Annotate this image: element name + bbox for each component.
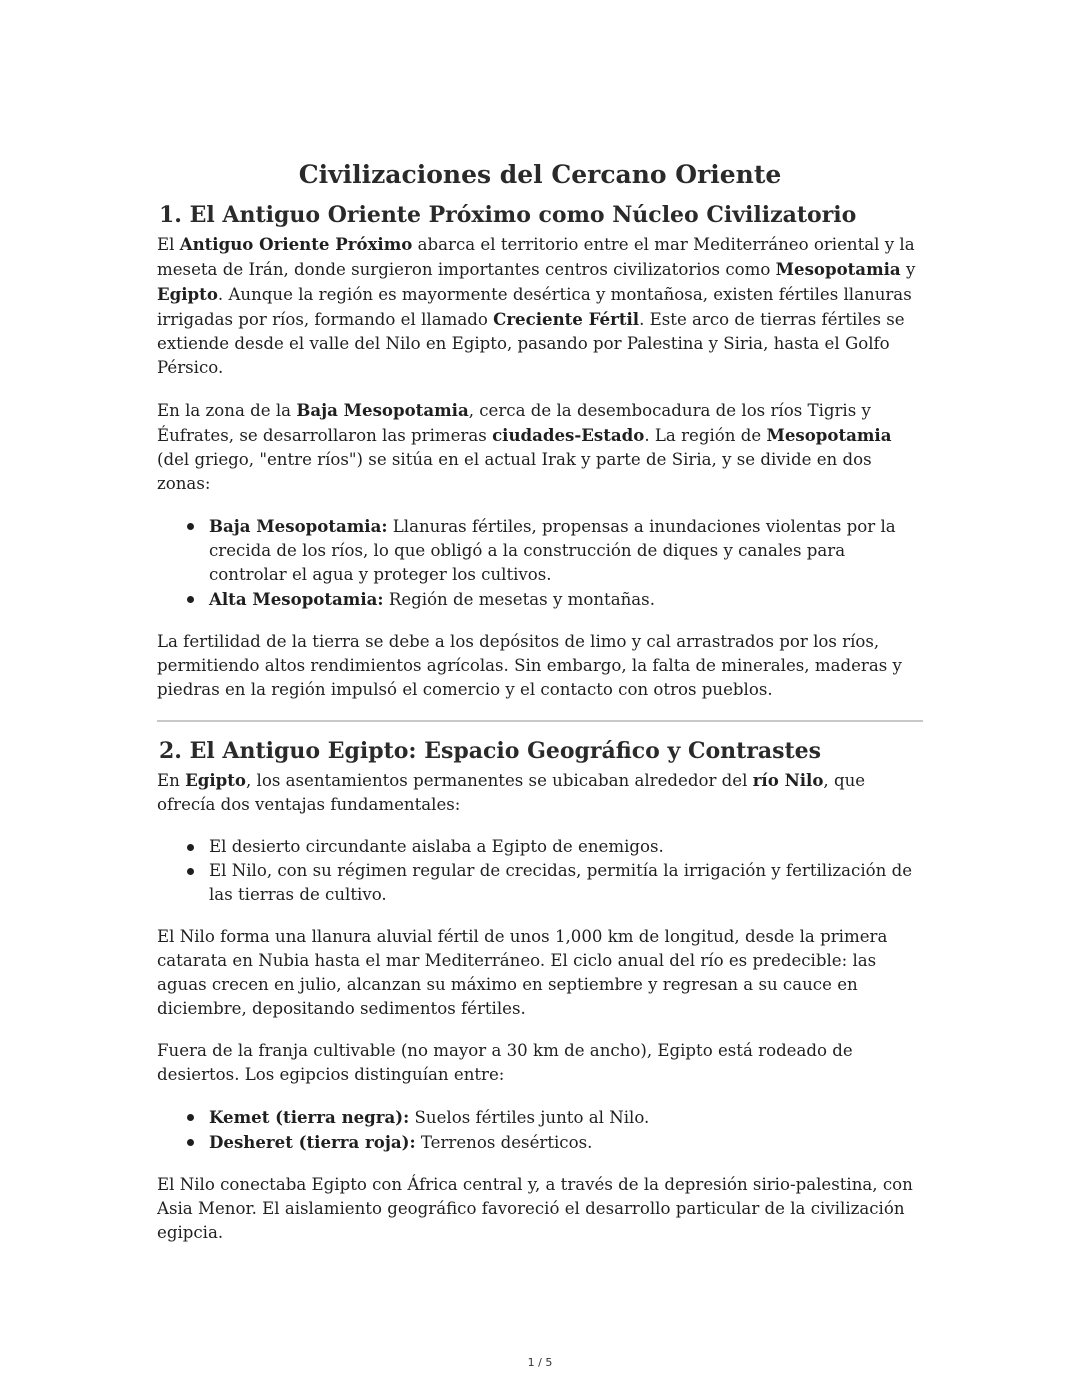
list-item: Baja Mesopotamia: Llanuras fértiles, propensas a inundaciones violentas por la crecida de los ríos, lo que obligó a la construcción de diques y canales para controlar el agua y proteger los cultivos.	[209, 514, 923, 587]
section-1-paragraph-1: El Antiguo Oriente Próximo abarca el territorio entre el mar Mediterráneo oriental y la meseta de Irán, donde surgieron importantes centros civilizatorios como Mesopotamia y Egipto. Aunque la región es mayormente desértica y montañosa, existen fértiles llanuras irrigadas por ríos, formando el llamado Creciente Fértil. Este arco de tierras fértiles se extiende desde el valle del Nilo en Egipto, pasando por Palestina y Siria, hasta el Golfo Pérsico.	[157, 234, 916, 377]
section-2-paragraph-3: Fuera de la franja cultivable (no mayor a 30 km de ancho), Egipto está rodeado de desiertos. Los egipcios distinguían entre:	[157, 1041, 853, 1084]
section-1-paragraph-3: La fertilidad de la tierra se debe a los depósitos de limo y cal arrastrados por los ríos, permitiendo altos rendimientos agrícolas. Sin embargo, la falta de minerales, maderas y piedras en la región impulsó el comercio y el contacto con otros pueblos.	[157, 632, 902, 699]
mesopotamia-zones-list	[157, 514, 923, 612]
egypt-lands-list	[157, 1105, 923, 1155]
section-divider	[157, 720, 923, 722]
section-2-paragraph-4: El Nilo conectaba Egipto con África central y, a través de la depresión sirio-palestina, con Asia Menor. El aislamiento geográfico favoreció el desarrollo particular de la civilización egipcia.	[157, 1175, 913, 1242]
section-1-heading: 1. El Antiguo Oriente Próximo como Núcleo Civilizatorio	[159, 202, 857, 228]
nile-advantages-list	[157, 835, 923, 907]
section-2-paragraph-2: El Nilo forma una llanura aluvial fértil de unos 1,000 km de longitud, desde la primera catarata en Nubia hasta el mar Mediterráneo. El ciclo anual del río es predecible: las aguas crecen en julio, alcanzan su máximo en septiembre y regresan a su cauce en diciembre, depositando sedimentos fértiles.	[157, 927, 888, 1018]
document-page	[157, 158, 923, 1263]
list-item: El desierto circundante aislaba a Egipto de enemigos.	[209, 835, 923, 859]
page-number: 1 / 5	[527, 1356, 553, 1369]
section-1-paragraph-2: En la zona de la Baja Mesopotamia, cerca de la desembocadura de los ríos Tigris y Éufrates, se desarrollaron las primeras ciudades-Estado. La región de Mesopotamia (del griego, "entre ríos") se sitúa en el actual Irak y parte de Siria, y se divide en dos zonas:	[157, 400, 892, 493]
list-item: El Nilo, con su régimen regular de crecidas, permitía la irrigación y fertilización de las tierras de cultivo.	[209, 859, 923, 907]
section-2-paragraph-1: En Egipto, los asentamientos permanentes se ubicaban alrededor del río Nilo, que ofrecía dos ventajas fundamentales:	[157, 770, 866, 814]
list-item: Alta Mesopotamia: Región de mesetas y montañas.	[209, 587, 923, 612]
list-item: Kemet (tierra negra): Suelos fértiles junto al Nilo.	[209, 1105, 923, 1130]
document-title: Civilizaciones del Cercano Oriente	[298, 160, 782, 189]
section-2-heading: 2. El Antiguo Egipto: Espacio Geográfico y Contrastes	[159, 738, 822, 764]
list-item: Desheret (tierra roja): Terrenos desérticos.	[209, 1130, 923, 1155]
